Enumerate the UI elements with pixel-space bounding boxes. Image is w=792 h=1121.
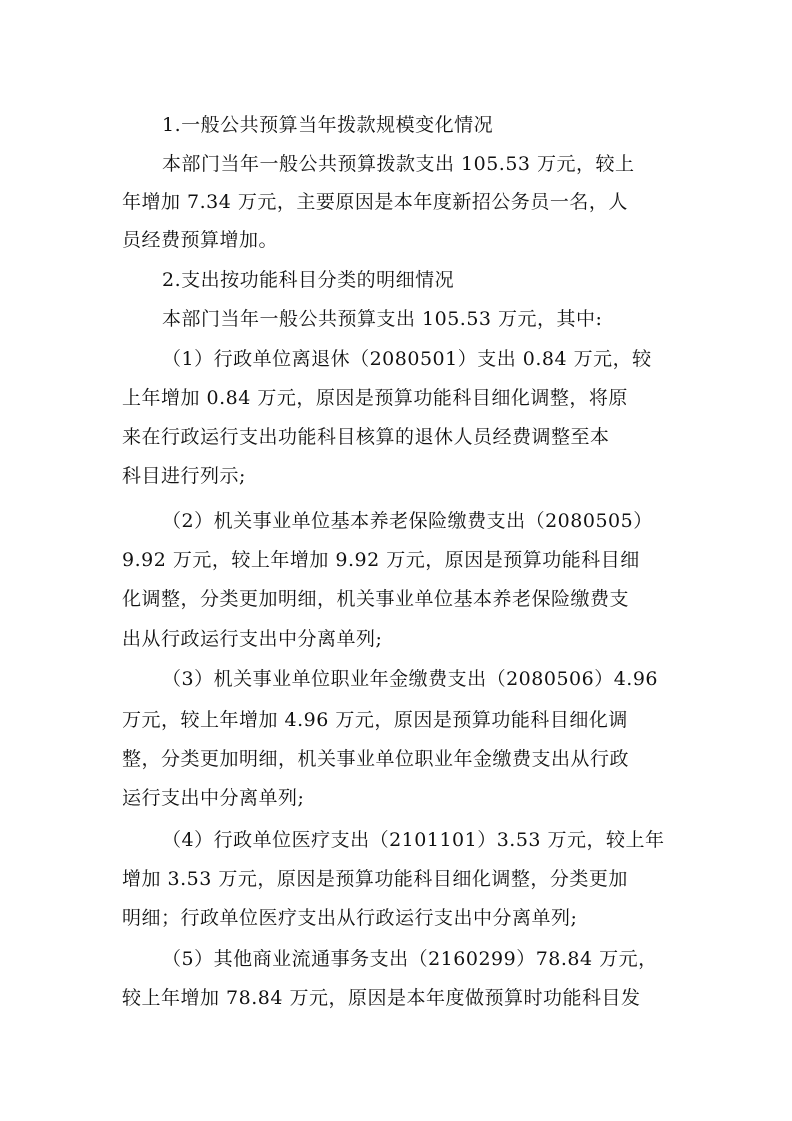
heading-1: 1.一般公共预算当年拨款规模变化情况: [162, 114, 494, 136]
list-item-5-line: （5）其他商业流通事务支出（2160299）78.84 万元，: [162, 948, 658, 970]
list-item-1-line: 上年增加 0.84 万元，原因是预算功能科目细化调整，将原: [122, 387, 628, 409]
list-item-5-line: 较上年增加 78.84 万元，原因是本年度做预算时功能科目发: [122, 987, 641, 1009]
list-item-1-line: 科目进行列示;: [122, 465, 246, 487]
list-item-1-line: （1）行政单位离退休（2080501）支出 0.84 万元，较: [162, 348, 652, 370]
list-item-3-line: （3）机关事业单位职业年金缴费支出（2080506）4.96: [162, 668, 659, 690]
list-item-3-line: 运行支出中分离单列;: [122, 787, 305, 809]
list-item-2-line: （2）机关事业单位基本养老保险缴费支出（2080505）: [162, 510, 653, 532]
list-item-2-line: 出从行政运行支出中分离单列;: [122, 628, 383, 650]
paragraph-line: 员经费预算增加。: [122, 229, 279, 251]
paragraph-line: 本部门当年一般公共预算支出 105.53 万元，其中:: [162, 308, 603, 330]
list-item-4-line: 明细；行政单位医疗支出从行政运行支出中分离单列;: [122, 907, 578, 929]
list-item-2-line: 化调整，分类更加明细，机关事业单位基本养老保险缴费支: [122, 588, 630, 610]
list-item-3-line: 万元，较上年增加 4.96 万元，原因是预算功能科目细化调: [122, 709, 628, 731]
list-item-4-line: 增加 3.53 万元，原因是预算功能科目细化调整，分类更加: [122, 868, 628, 890]
list-item-3-line: 整，分类更加明细，机关事业单位职业年金缴费支出从行政: [122, 748, 630, 770]
paragraph-line: 年增加 7.34 万元，主要原因是本年度新招公务员一名，人: [122, 191, 628, 213]
paragraph-line: 本部门当年一般公共预算拨款支出 105.53 万元，较上: [162, 153, 635, 175]
list-item-2-line: 9.92 万元，较上年增加 9.92 万元，原因是预算功能科目细: [122, 549, 640, 571]
list-item-1-line: 来在行政运行支出功能科目核算的退休人员经费调整至本: [122, 426, 610, 448]
heading-2: 2.支出按功能科目分类的明细情况: [162, 269, 455, 291]
list-item-4-line: （4）行政单位医疗支出（2101101）3.53 万元，较上年: [162, 829, 665, 851]
